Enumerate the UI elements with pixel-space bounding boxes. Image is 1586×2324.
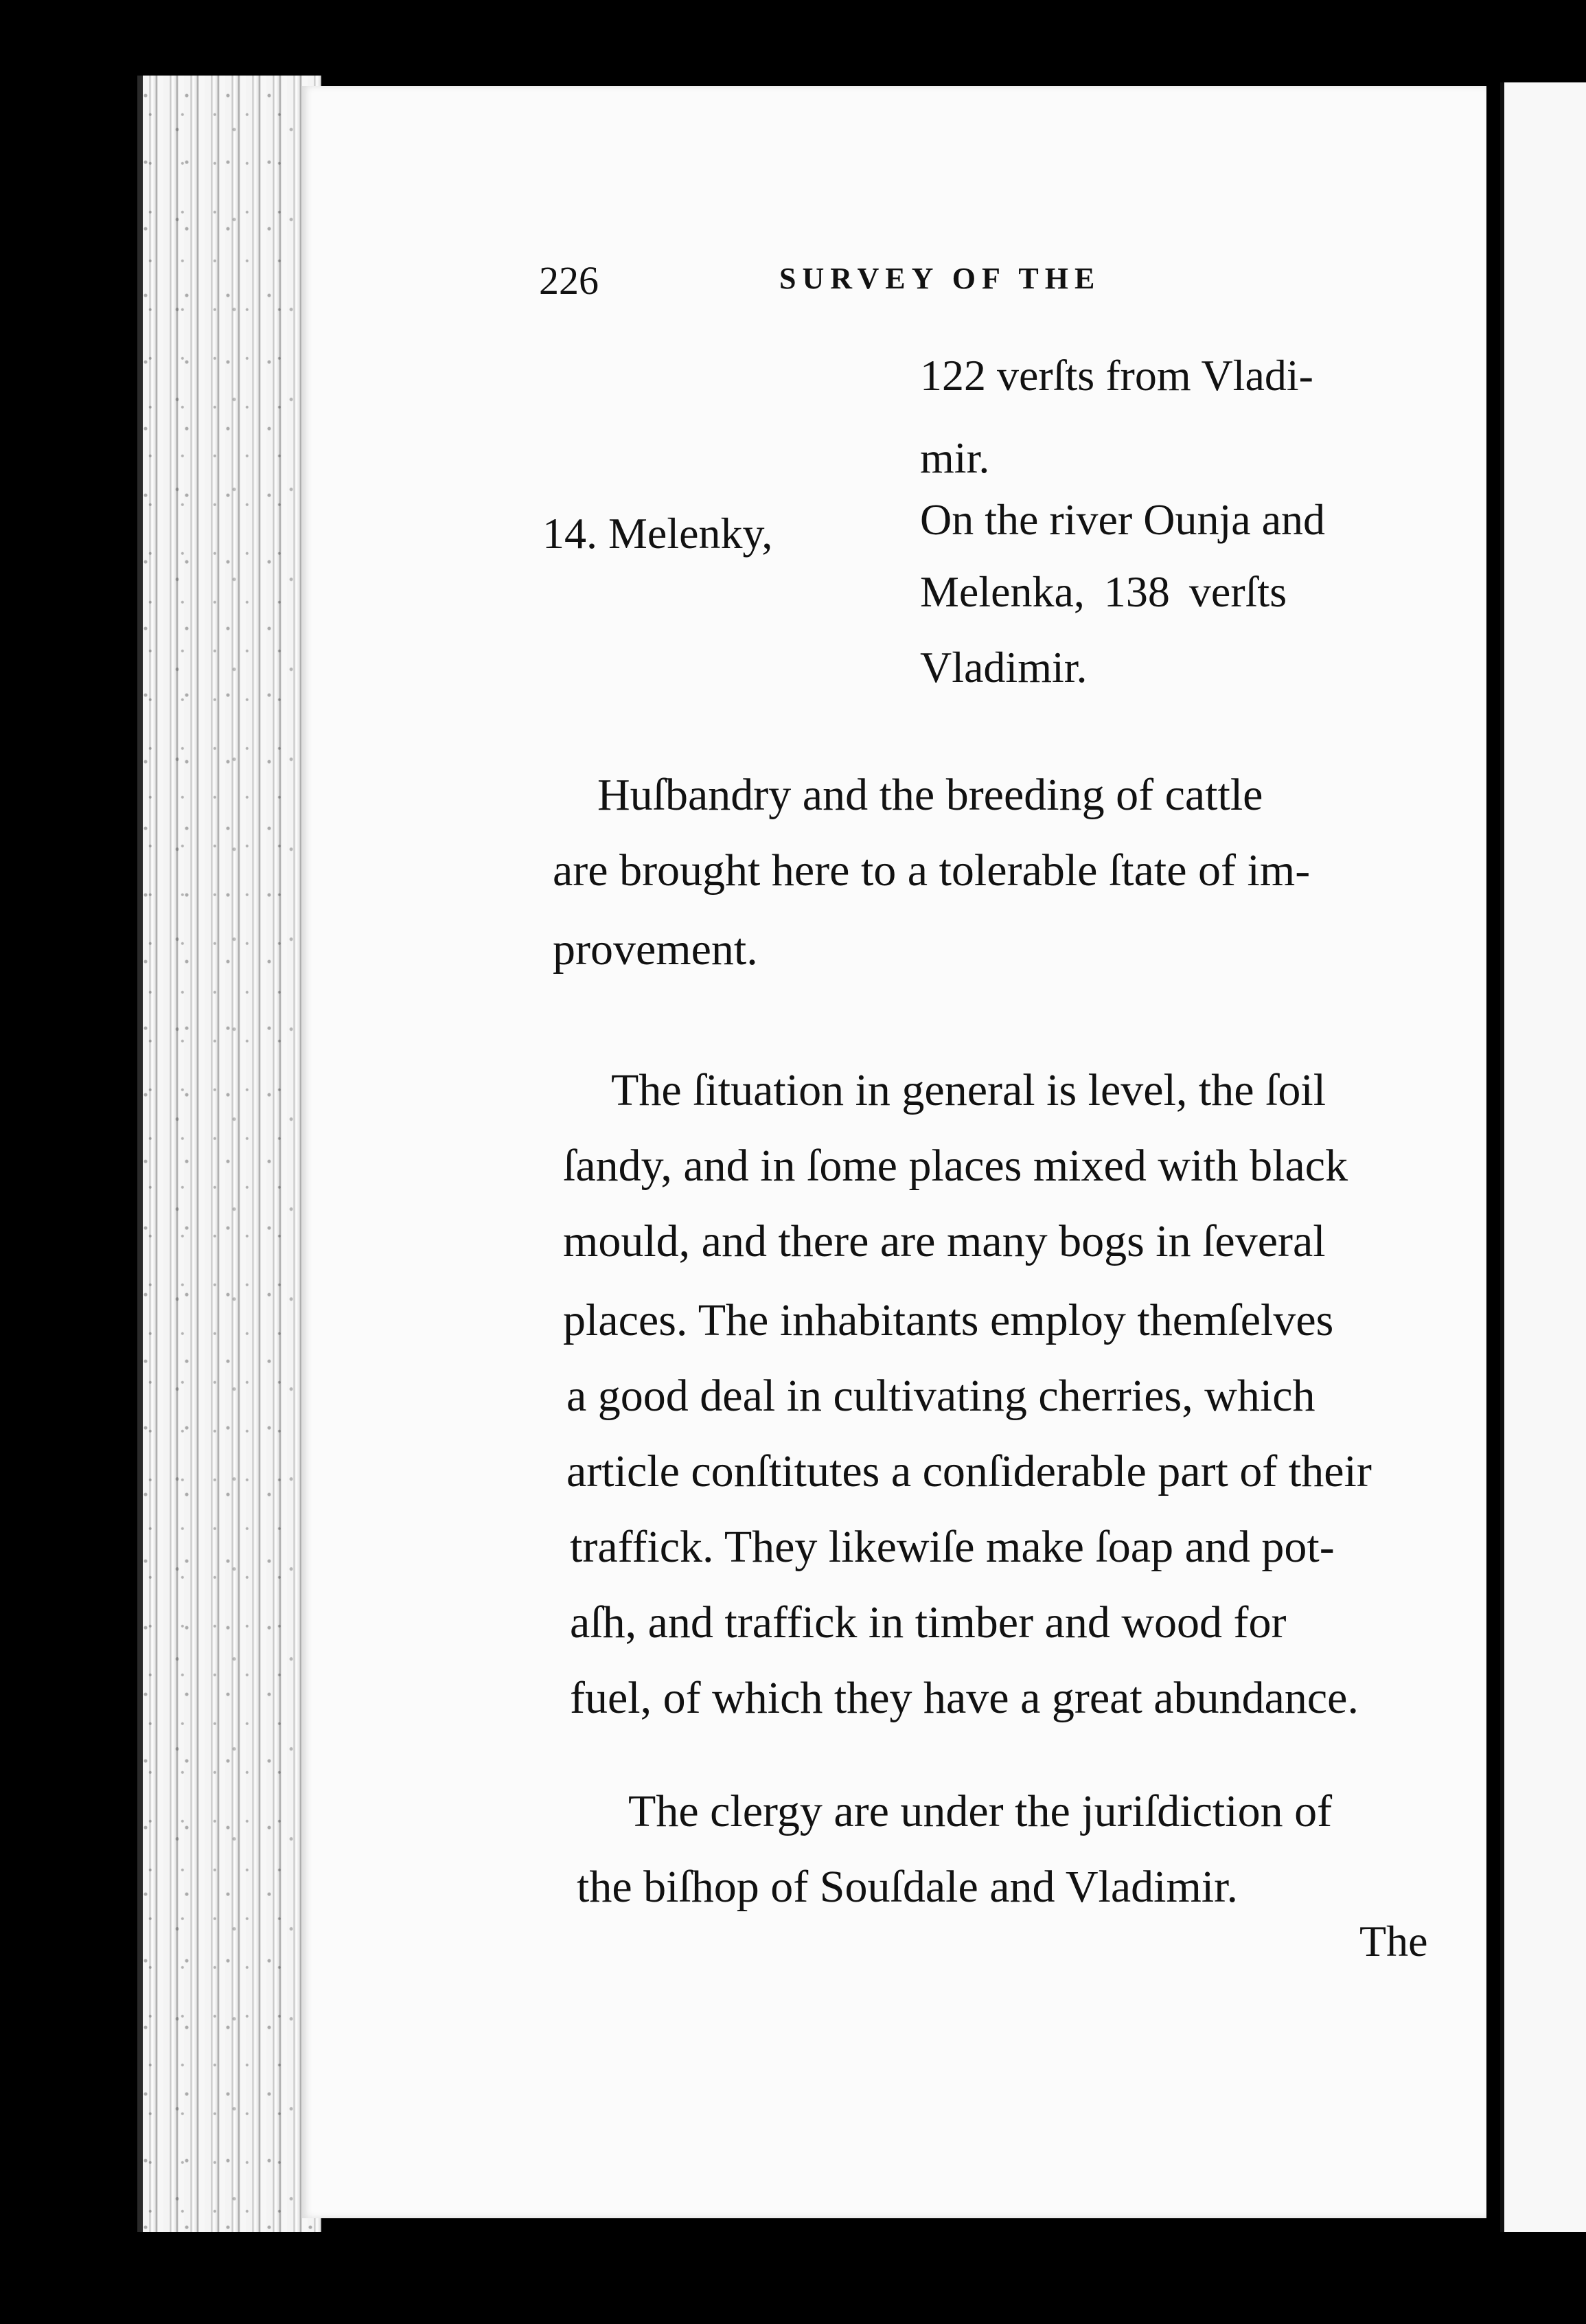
paragraph-1-line-3: provement. (553, 924, 758, 975)
catchword: The (1359, 1917, 1428, 1966)
paragraph-2-line-1: The ſituation in general is level, the ſoil (611, 1065, 1326, 1115)
entry-melenky-desc-line-1: On the river Ounja and (920, 495, 1326, 544)
entry-melenky-desc-line-2: Melenka, 138 verſts (920, 567, 1287, 616)
entry-continuation-line-1: 122 verſts from Vladi- (920, 351, 1313, 400)
paragraph-2-line-5: a good deal in cultivating cherries, which (566, 1371, 1315, 1421)
entry-melenky-name: 14. Melenky, (542, 509, 773, 558)
facing-page-edge (1500, 82, 1586, 2232)
paragraph-2-line-7: traffick. They likewiſe make ſoap and pot- (570, 1522, 1335, 1572)
paragraph-2-line-4: places. The inhabitants employ themſelves (563, 1295, 1334, 1345)
paragraph-2-line-6: article conſtitutes a conſiderable part of their (566, 1446, 1372, 1496)
paragraph-2-line-3: mould, and there are many bogs in ſeveral (563, 1216, 1326, 1266)
page-number: 226 (539, 258, 599, 303)
page-edges-speckle (137, 76, 316, 2232)
paragraph-1-line-1: Huſbandry and the breeding of cattle (597, 770, 1263, 820)
paragraph-2-line-8: aſh, and traffick in timber and wood for (570, 1597, 1287, 1648)
entry-melenky-desc-line-3: Vladimir. (920, 643, 1088, 692)
paragraph-1-line-2: are brought here to a tolerable ſtate of im- (553, 845, 1311, 896)
paragraph-2-line-9: fuel, of which they have a great abundance. (570, 1673, 1359, 1723)
running-title: SURVEY OF THE (779, 262, 1101, 295)
paragraph-3-line-2: the biſhop of Souſdale and Vladimir. (577, 1862, 1238, 1912)
paragraph-3-line-1: The clergy are under the juriſdiction of (628, 1786, 1333, 1836)
entry-continuation-line-2: mir. (920, 433, 990, 482)
paragraph-2-line-2: ſandy, and in ſome places mixed with black (563, 1141, 1348, 1191)
